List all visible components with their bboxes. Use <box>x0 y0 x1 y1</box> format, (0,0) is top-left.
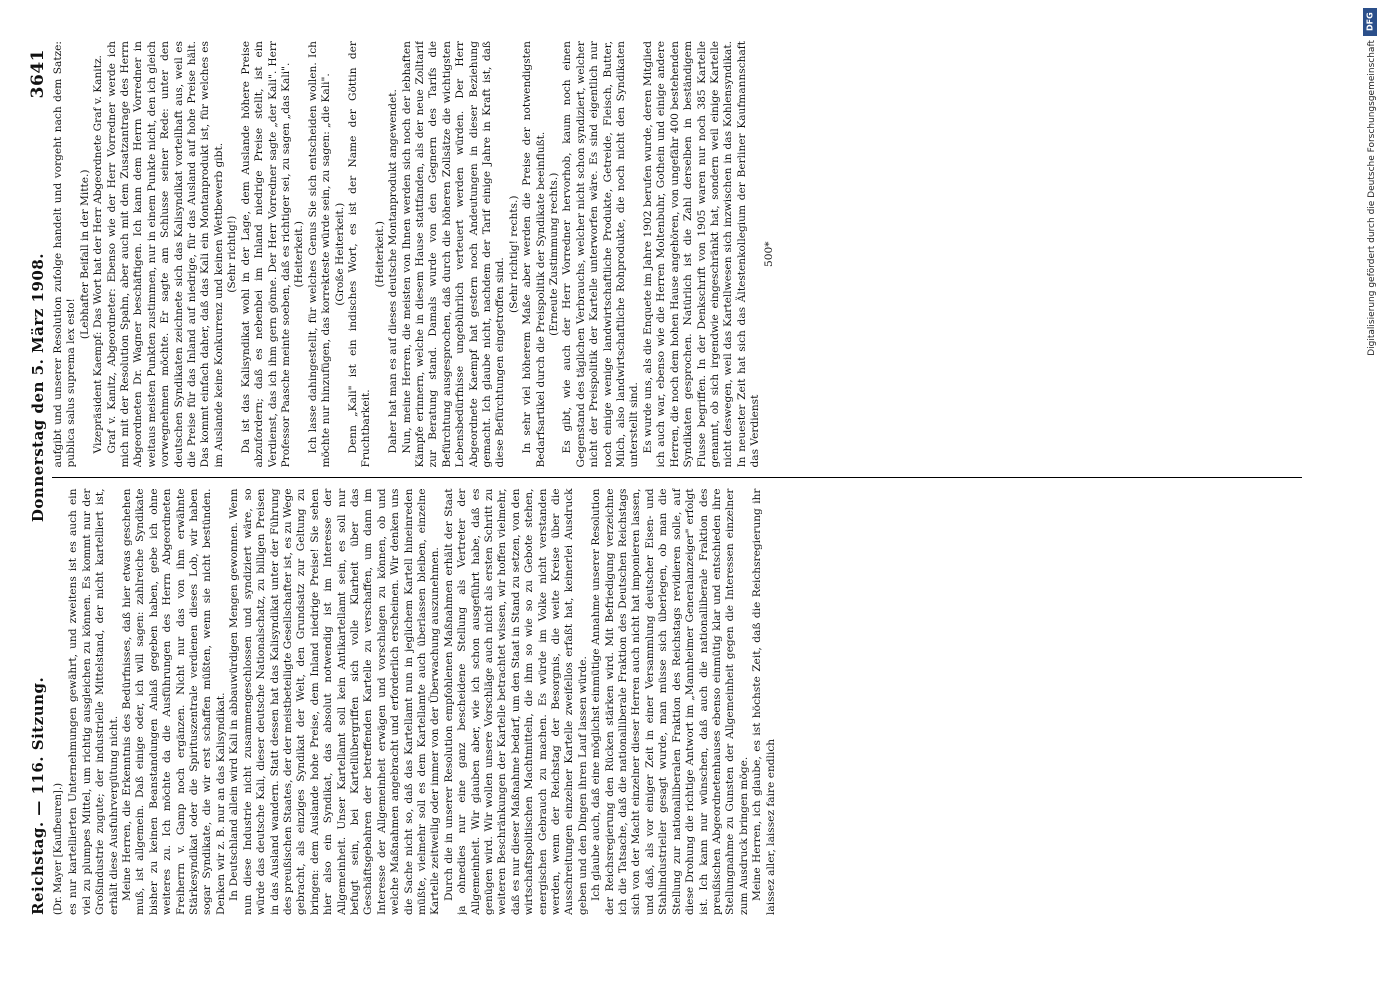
column-divider <box>52 478 1302 479</box>
paragraph: Denn „Kali" ist ein indisches Wort, es ist der Name der Göttin der Fruchtbarkeit. <box>346 41 373 468</box>
document-page <box>20 25 1340 985</box>
interjection: (Heiterkeit.) <box>373 221 386 288</box>
header-left: Reichstag. — 116. Sitzung. <box>29 676 47 915</box>
paragraph: Nun, meine Herren, die meisten von Ihnen werden sich noch der lebhaften Kämpfe erinnern, welche in diesem Hause stattfanden, als der neue Zolltarif zur Beratung stand. Damals wurde von den Gegnern des Tarifs die Befürchtung ausgesprochen, daß durch die höheren Zollsätze die wichtigsten Lebensbedürfnisse ungebührlich verteuert werden würden. Der Herr Abgeordnete Kaempf hat gestern noch Andeutungen in dieser Beziehung gemacht. Ich glaube nicht, nachdem der Tarif einige Jahre in Kraft ist, daß diese Befürchtungen eingetroffen sind. <box>400 41 507 468</box>
header-date: Donnerstag den 5. März 1908. <box>29 253 47 523</box>
paragraph: Meine Herren, ich glaube, es ist höchste Zeit, daß die Reichsregierung ihr laissez aller, laissez faire endlich <box>751 488 777 915</box>
page-number: 3641 <box>28 49 48 99</box>
speaker-tag: (Dr. Mayer [Kaufbeuren].) <box>53 782 64 915</box>
paragraph: Durch die in unserer Resolution empfohlenen Maßnahmen erhält der Staat ja ohnedies nur eine ganz bescheidene Stellung als Vertreter der Allgemeinheit. Wir glauben aber, wie ich schon ausgeführt habe, daß es genügen wird. Wir wollen unsere Vorschläge auch nicht als ersten Schritt zu weiteren Beschränkungen der Kartelle betrachtet wissen, wir hoffen vielmehr, daß es nur dieser Maßnahme bedarf, um den Staat in Stand zu setzen, von den wirtschaftspolitischen Machtmitteln, die ihm so wie so zu Gebote stehen, energischen Gebrauch zu machen. Es würde im Volke nicht verstanden werden, wenn der Reichstag der Besorgnis, die weite Kreise über die Ausschreitungen einzelner Kartelle zweifellos erfaßt hat, keinerlei Ausdruck geben und den Dingen ihren Lauf lassen würde. <box>442 488 589 915</box>
paragraph: In sehr viel höherem Maße aber werden die Preise der notwendigsten Bedarfsartikel durch die Preispolitik der Syndikate beeinflußt. <box>521 41 547 468</box>
interjection: (Sehr richtig!) <box>226 215 239 293</box>
paragraph: Vizepräsident Kaempf: Das Wort hat der Herr Abgeordnete Graf v. Kanitz. <box>92 55 105 454</box>
right-column <box>52 41 1302 468</box>
paragraph: Ich lasse dahingestellt, für welches Genus Sie sich entscheiden wollen. Ich möchte nur hinzufügen, das korrekteste würde sein, zu sagen: „die Kali". <box>306 41 333 468</box>
paragraph: In Deutschland allein wird Kali in abbauwürdigen Mengen gewonnen. Wenn nun diese Industrie nicht zusammengeschlossen und syndiziert wäre, so würde das deutsche Kali, dieser deutsche Nationalschatz, zu billigen Preisen in das Ausland wandern. Statt dessen hat das Kalisyndikat unter der Führung des preußischen Staates, der der meistbeteiligte Gesellschafter ist, es zu Wege gebracht, als einziges Syndikat der Welt, den Grundsatz zur Geltung zu bringen: dem Auslande hohe Preise, dem Inland niedrige Preise! Sie sehen hier also ein Syndikat, das absolut notwendig ist im Interesse der Allgemeinheit. Unser Kartellamt soll kein Antikartellamt sein, es soll nur befugt sein, bei Kartellübergriffen sich volle Klarheit über das Geschäftsgebahren der betreffenden Kartelle zu verschaffen, um dann im Interesse der Allgemeinheit erwägen und vorschlagen zu können, ob und welche Maßnahmen angebracht und erforderlich erscheinen. Wir denken uns die Sache nicht so, daß das Kartellamt nun in jeglichem Kartell hineinreden müßte, vielmehr soll es dem Kartellamte auch überlassen bleiben, einzelne Kartelle zeitweilig oder immer von der Überwachung auszunehmen. <box>228 488 442 915</box>
interjection: (Heiterkeit.) <box>293 221 306 288</box>
signature-mark: 500* <box>762 241 775 268</box>
paragraph: Graf v. Kanitz, Abgeordneter: Ebenso wie der Herr Vorredner werde ich mich mit der Resolution Spahn, aber auch mit dem Zusatzantrage des Herrn Abgeordneten Dr. Wagner beschäftigen. Ich kann dem Herrn Vorredner in weitaus meisten Punkten zustimmen, nur in einem Punkte nicht, den ich gleich vorwegnehmen möchte. Er sagte am Schlusse seiner Rede: unter den deutschen Syndikaten zeichnete sich das Kalisyndikat vorteilhaft aus, weil es die Preise für das Inland auf niedrige, für das Ausland auf hohe Preise hält. Das kommt einfach daher, daß das Kali ein Montanprodukt ist, für welches es im Auslande keine Konkurrenz und keinen Wettbewerb gibt. <box>105 41 225 468</box>
paragraph: Daher hat man es auf dieses deutsche Montanprodukt angewendet. <box>387 89 400 454</box>
paragraph: Ich glaube auch, daß eine möglichst einmütige Annahme unserer Resolution der Reichsregierung den Rücken stärken wird. Mit Befriedigung verzeichne ich die Tatsache, daß die nationalliberale Fraktion des Deutschen Reichstags sich von der Macht einzelner dieser Herren auch nicht hat imponieren lassen, und daß, als vor einiger Zeit in einer Versammlung deutscher Eisen- und Stahlindustrieller gesagt wurde, man müsse sich überlegen, ob man die Stellung zur nationalliberalen Fraktion des Reichstags revidieren solle, auf diese Drohung die richtige Antwort im „Mannheimer Generalanzeiger" erfolgt ist. Ich kann nur wünschen, daß auch die nationalliberale Fraktion des preußischen Abgeordnetenhauses ebenso einmütig klar und entschieden ihre Stellungnahme zu Gunsten der Allgemeinheit gegen die Interessen einzelner zum Ausdruck bringen möge. <box>590 488 750 915</box>
digitization-note: Digitalisierung gefördert durch die Deutsche Forschungsgemeinschaft <box>1367 40 1377 356</box>
text-columns <box>52 41 1302 915</box>
dfg-logo: DFG <box>1363 8 1377 36</box>
paragraph: Meine Herren, die Erkenntnis des Bedürfnisses, daß hier etwas geschehen muß, ist allgemein. Daß einige oder, ich will sagen: zahlreiche Syndikate bisher zu keinen Beanstandungen Anlaß gegeben haben, gebe ich ohne weiteres zu. Ich möchte da die Ausführungen des Herrn Abgeordneten Freiherrn v. Gamp noch ergänzen. Nicht nur das von ihm erwähnte Stärkesyndikat oder die Spirituszentrale verdienen dieses Lob, wir haben sogar Syndikate, die wir erst schaffen müßten, wenn sie nicht bestünden. Denken wir z. B. nur an das Kalisyndikat. <box>121 488 227 915</box>
page-header <box>28 41 48 915</box>
left-column <box>52 489 1302 916</box>
paragraph: Da ist das Kalisyndikat wohl in der Lage, dem Auslande höhere Preise abzufordern; daß es nebenbei im Inland niedrige Preise stellt, ist ein Verdienst, das ich ihm gern gönne. Der Herr Vorredner sagte „der Kali". Herr Professor Paasche meinte soeben, daß es richtiger sei, zu sagen „das Kali". <box>239 41 292 468</box>
interjection: (Lebhafter Beifall in der Mitte.) <box>78 169 91 340</box>
interjection: (Große Heiterkeit.) <box>333 202 346 306</box>
paragraph: Es wurde uns, als die Enquete im Jahre 1902 berufen wurde, deren Mitglied ich auch war, ebenso wie die Herren Moltenbuhr, Gothein und einige andere Herren, die noch dem hohen Hause angehören, von ungefähr 400 bestehenden Syndikaten gesprochen. Natürlich ist die Zahl derselben in beständigem Flusse begriffen. In der Denkschrift von 1905 waren nur noch 385 Kartelle genannt, ob sich irgendwie eingeschränkt hat, sondern weil einige Kartelle nicht deswegen, weil das Kartellwesen sich inzwischen in das Kohlensyndikat. In neuester Zeit hat sich das Ältestenkollegium der Berliner Kaufmannschaft das Verdienst <box>641 41 762 468</box>
interjection: (Erneute Zustimmung rechts.) <box>548 172 561 336</box>
paragraph: es nur kartellierten Unternehmungen gewährt, und zweitens ist es auch ein viel zu plumpes Mittel, um richtig ausgleichen zu können. Es kommt nur der Großindustrie zugute; der industrielle Mittelstand, der nicht kartelliert ist, erhält diese Ausfuhrvergütung nicht. <box>67 488 120 915</box>
interjection: (Sehr richtig! rechts.) <box>507 195 520 313</box>
paragraph: aufgibt und unserer Resolution zufolge handelt und vorgeht nach dem Satze: publica salus suprema lex esto! <box>52 41 78 468</box>
paragraph: Es gibt, wie auch der Herr Vorredner hervorhob, kaum noch einen Gegenstand des täglichen Verbrauchs, welcher nicht schon syndiziert, welcher nicht der Preispolitik der Kartelle unterworfen wäre. Es sind eigentlich nur noch einige wenige landwirtschaftliche Produkte, Getreide, Fleisch, Butter, Milch, also landwirtschaftliche Rohprodukte, die noch nicht den Syndikaten unterstellt sind. <box>561 41 641 468</box>
